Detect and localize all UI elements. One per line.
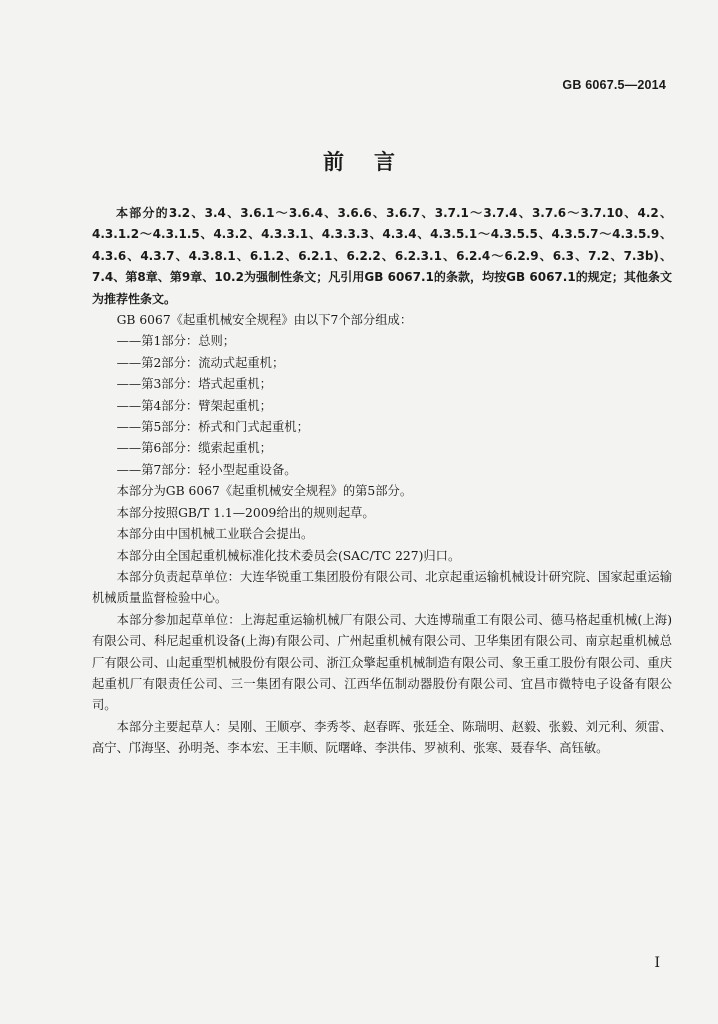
jurisdiction-paragraph: 本部分由全国起重机械标准化技术委员会(SAC/TC 227)归口。 <box>116 548 461 563</box>
drafters-paragraph: 本部分主要起草人：吴刚、王顺亭、李秀苓、赵春晖、张廷全、陈瑞明、赵毅、张毅、刘元利、须雷、高宁、邝海坚、孙明尧、李本宏、王丰顺、阮曙峰、李洪伟、罗祯利、张寒、聂春华、高钰敏。 <box>92 719 672 756</box>
list-item: ——第5部分：桥式和门式起重机； <box>116 420 309 435</box>
responsible-units-paragraph: 本部分负责起草单位：大连华锐重工集团股份有限公司、北京起重运输机械设计研究院、国家起重运输机械质量监督检验中心。 <box>92 569 672 606</box>
standard-code: GB 6067.5—2014 <box>562 78 666 92</box>
list-item: ——第1部分：总则； <box>116 334 236 349</box>
list-item: ——第2部分：流动式起重机； <box>116 355 285 370</box>
document-body <box>92 203 672 760</box>
is-part-paragraph: 本部分为GB 6067《起重机械安全规程》的第5部分。 <box>116 484 413 499</box>
participating-units-paragraph: 本部分参加起草单位：上海起重运输机械厂有限公司、大连博瑞重工有限公司、德马格起重机械(上海)有限公司、科尼起重机设备(上海)有限公司、广州起重机械有限公司、卫华集团有限公司、南京起重机械总厂有限公司、山起重型机械股份有限公司、浙江众擎起重机械制造有限公司、象王重工股份有限公司、重庆起重机厂有限责任公司、三一集团有限公司、江西华伍制动器股份有限公司、宜昌市微特电子设备有限公司。 <box>92 612 672 713</box>
list-item: ——第3部分：塔式起重机； <box>116 377 272 392</box>
mandatory-clauses-paragraph: 本部分的3.2、3.4、3.6.1～3.6.4、3.6.6、3.6.7、3.7.1～3.7.4、3.7.6～3.7.10、4.2、4.3.1.2～4.3.1.5、4.3.2、4.3.3.1、4.3.3.3、4.3.4、4.3.5.1～4.3.5.5、4.3.5.7～4.3.5.9、4.3.6、4.3.7、4.3.8.1、6.1.2、6.2.1、6.2.2、6.2.3.1、6.2.4～6.2.9、6.3、7.2、7.3b)、7.4、第8章、第9章、10.2为强制性条文；凡引用GB 6067.1的条款，均按GB 6067.1的规定；其他条文为推荐性条文。 <box>92 206 672 306</box>
drafting-rules-paragraph: 本部分按照GB/T 1.1—2009给出的规则起草。 <box>116 505 375 520</box>
page-number: I <box>654 955 660 971</box>
list-item: ——第7部分：轻小型起重设备。 <box>116 462 297 477</box>
proposed-by-paragraph: 本部分由中国机械工业联合会提出。 <box>116 527 314 542</box>
list-item: ——第6部分：缆索起重机； <box>116 441 272 456</box>
page-title: 前言 <box>323 150 425 174</box>
composition-paragraph: GB 6067《起重机械安全规程》由以下7个部分组成： <box>116 313 413 328</box>
list-item: ——第4部分：臂架起重机； <box>116 398 272 413</box>
